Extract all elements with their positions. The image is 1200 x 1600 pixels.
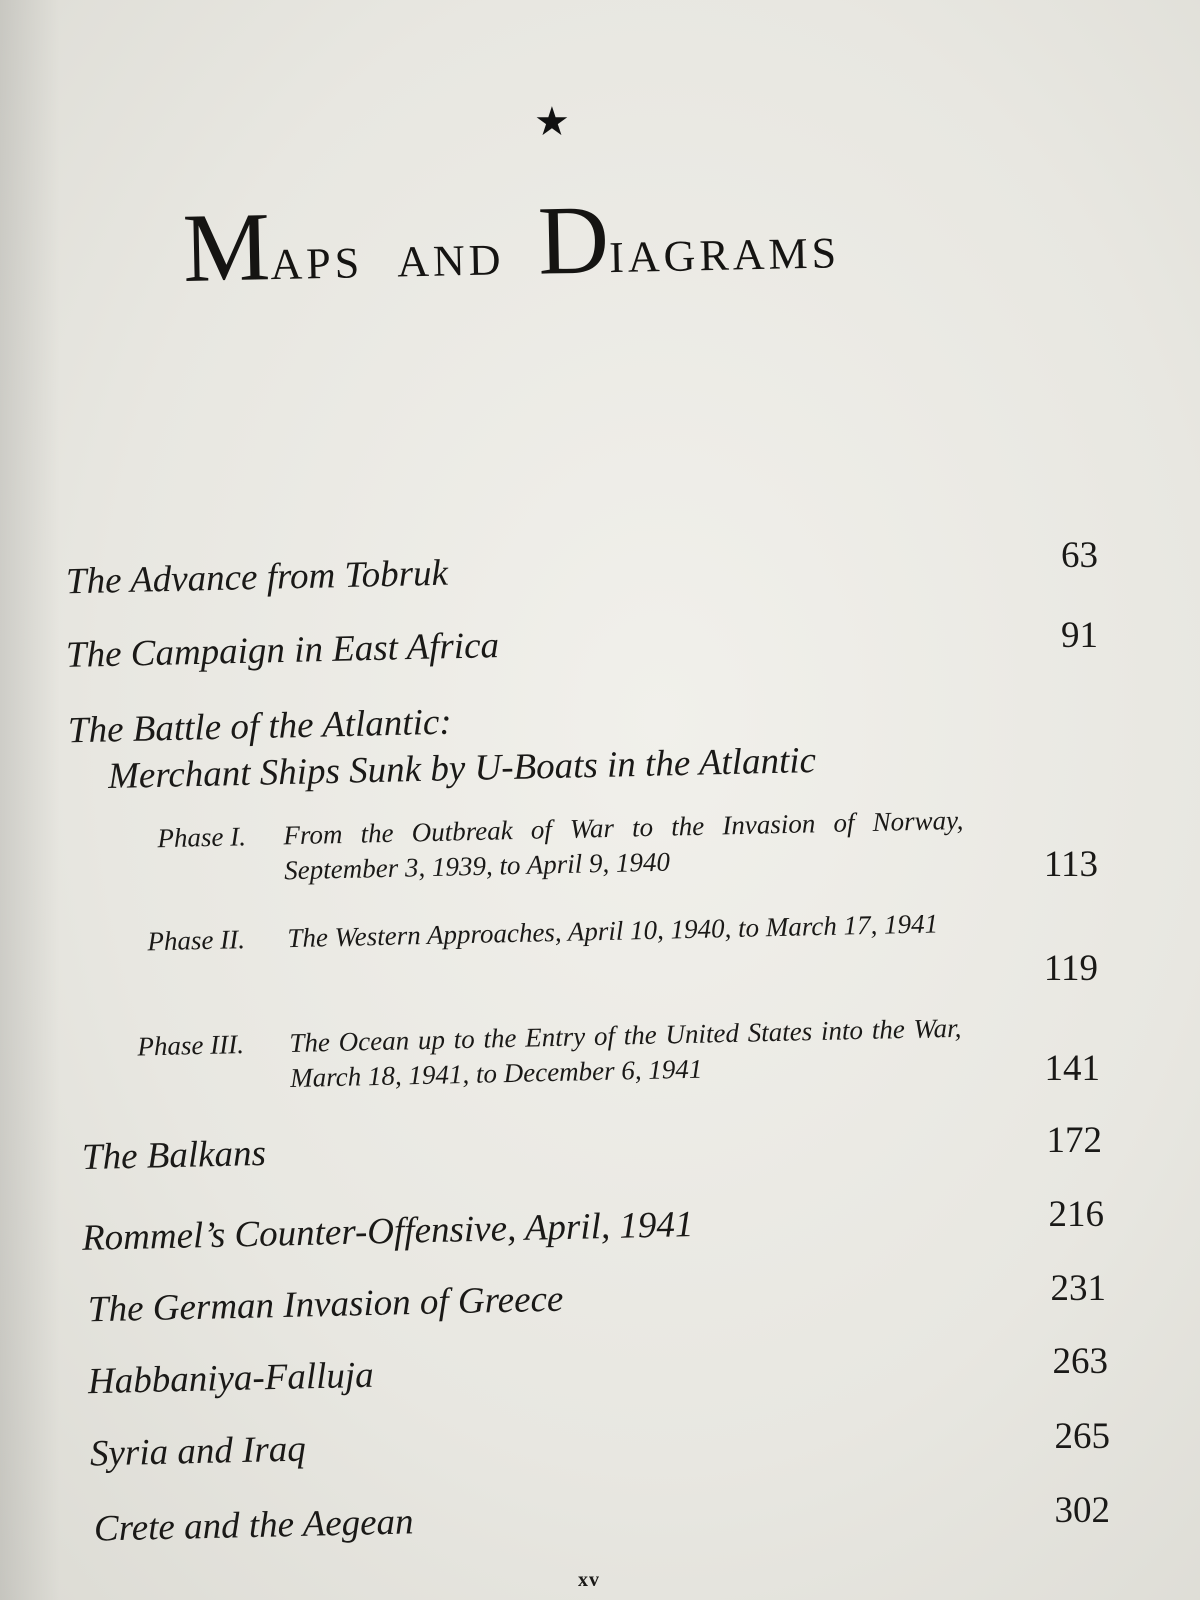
title-initial-m: M	[181, 193, 272, 303]
toc-entry-page: 141	[1044, 1048, 1100, 1089]
toc-subentry-text: The Ocean up to the Entry of the United States into the War, March 18, 1941, to December 6, 1941	[289, 1012, 962, 1094]
toc-subentry-label: Phase I.	[157, 821, 247, 854]
toc-entry-page: 113	[1043, 844, 1098, 885]
toc-entry-page: 91	[1061, 615, 1098, 656]
toc-entry-title: The German Invasion of Greece	[87, 1278, 564, 1331]
toc-entry-page: 302	[1054, 1490, 1110, 1531]
toc-entry-title: Crete and the Aegean	[93, 1501, 414, 1550]
toc-subentry-label: Phase III.	[137, 1029, 245, 1062]
toc-entry-title: The Balkans	[81, 1132, 267, 1179]
toc-subentry-text: The Western Approaches, April 10, 1940, to March 17, 1941	[287, 908, 939, 954]
page-gutter-shadow	[0, 0, 60, 1600]
toc-entry-page: 172	[1046, 1120, 1102, 1161]
toc-entry-page: 216	[1048, 1194, 1104, 1235]
toc-entry-page: 63	[1061, 535, 1098, 576]
title-word-maps-rest: APS	[269, 238, 364, 290]
toc-entry-title: Habbaniya-Falluja	[87, 1354, 375, 1403]
toc-subentry	[147, 906, 971, 1015]
toc-subentry-label: Phase II.	[147, 924, 246, 957]
toc-entry-page: 265	[1054, 1416, 1110, 1457]
toc-entry-title: Rommel’s Counter-Offensive, April, 1941	[81, 1204, 694, 1259]
title-word-and: AND	[396, 235, 505, 287]
toc-entry-title: Syria and Iraq	[89, 1428, 307, 1475]
toc-subentry-text: From the Outbreak of War to the Invasion of Norway, September 3, 1939, to April 9, 1940	[283, 804, 964, 886]
toc-subentry	[157, 803, 971, 911]
toc-entry-title: The Advance from Tobruk	[65, 552, 449, 603]
title-initial-d: D	[536, 186, 610, 296]
toc-entry-page: 263	[1052, 1341, 1108, 1382]
toc-entry-title: The Campaign in East Africa	[65, 625, 500, 676]
toc-entry-page: 119	[1043, 948, 1098, 989]
toc-entry-subtitle: Merchant Ships Sunk by U-Boats in the Atlantic	[107, 739, 817, 798]
page-title	[181, 186, 841, 303]
toc-entry-title: The Battle of the Atlantic:	[67, 701, 453, 752]
toc-entry-page: 231	[1050, 1268, 1106, 1309]
toc-subentry	[137, 1011, 971, 1120]
star-ornament-icon: ★	[534, 99, 570, 144]
title-word-diagrams-rest: IAGRAMS	[608, 228, 841, 283]
page-folio: xv	[578, 1569, 600, 1591]
